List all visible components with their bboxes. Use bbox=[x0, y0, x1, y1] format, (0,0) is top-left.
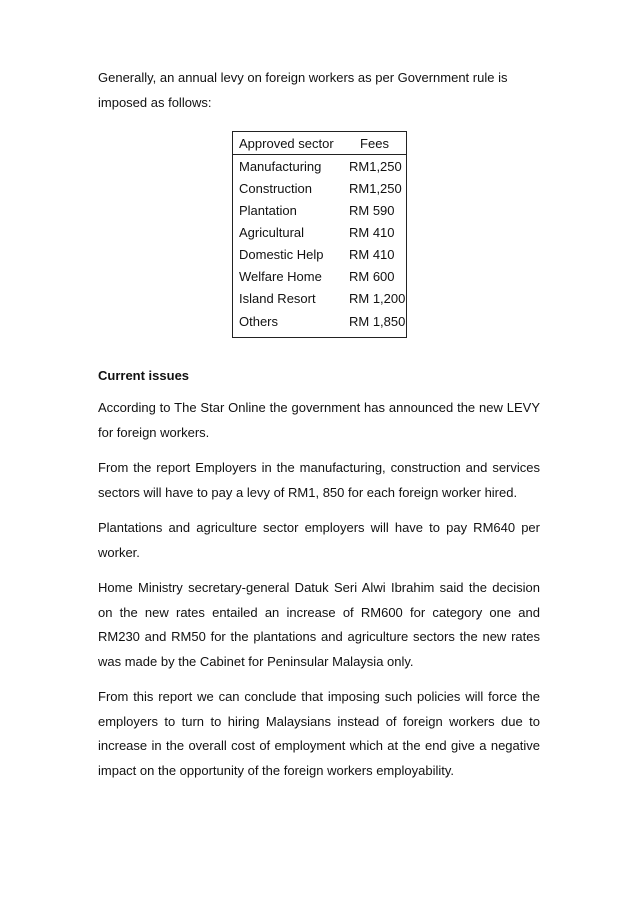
header-fees: Fees bbox=[343, 132, 407, 155]
table-row bbox=[233, 155, 407, 178]
sector-cell: Manufacturing bbox=[239, 158, 322, 174]
fee-cell: RM 410 bbox=[349, 246, 395, 262]
issue-paragraph-2: From the report Employers in the manufacturing, construction and services sectors will have to pay a levy of RM1, 850 for each foreign worker hired. bbox=[98, 460, 540, 500]
levy-table bbox=[232, 131, 407, 338]
sector-cell: Island Resort bbox=[239, 290, 316, 306]
table-row bbox=[233, 287, 407, 309]
issue-paragraph-4: Home Ministry secretary-general Datuk Seri Alwi Ibrahim said the decision on the new rates entailed an increase of RM600 for category one and RM230 and RM50 for the plantations and agriculture sectors the new rates was made by the Cabinet for Peninsular Malaysia only. bbox=[98, 580, 540, 669]
fee-cell: RM 1,200 bbox=[349, 290, 406, 306]
sector-cell: Others bbox=[239, 313, 279, 329]
fee-cell: RM 1,850 bbox=[349, 313, 406, 329]
current-issues-heading: Current issues bbox=[98, 368, 190, 383]
table-row bbox=[233, 265, 407, 287]
intro-line-2: imposed as follows: bbox=[98, 94, 212, 110]
header-approved-sector: Approved sector bbox=[233, 132, 344, 155]
issue-paragraph-3: Plantations and agriculture sector employers will have to pay RM640 per worker. bbox=[98, 520, 540, 560]
table-row bbox=[233, 177, 407, 199]
fee-cell: RM 600 bbox=[349, 268, 395, 284]
fee-cell: RM1,250 bbox=[349, 180, 402, 196]
table-row bbox=[233, 309, 407, 338]
intro-paragraph bbox=[98, 66, 540, 115]
table-row bbox=[233, 199, 407, 221]
sector-cell: Plantation bbox=[239, 202, 297, 218]
table-row bbox=[233, 221, 407, 243]
levy-table-header-row bbox=[233, 132, 407, 155]
sector-cell: Welfare Home bbox=[239, 268, 322, 284]
intro-line-1: Generally, an annual levy on foreign workers as per Government rule is bbox=[98, 70, 508, 85]
issue-paragraph-1: According to The Star Online the government has announced the new LEVY for foreign workers. bbox=[98, 400, 540, 440]
sector-cell: Construction bbox=[239, 180, 312, 196]
issue-paragraph-5: From this report we can conclude that imposing such policies will force the employers to turn to hiring Malaysians instead of foreign workers due to increase in the overall cost of employment which at the end give a negative impact on the opportunity of the foreign workers employability. bbox=[98, 689, 540, 778]
sector-cell: Domestic Help bbox=[239, 246, 324, 262]
current-issues-body bbox=[98, 396, 540, 793]
table-row bbox=[233, 243, 407, 265]
fee-cell: RM 590 bbox=[349, 202, 395, 218]
current-issues-section bbox=[98, 366, 540, 386]
fee-cell: RM 410 bbox=[349, 224, 395, 240]
fee-cell: RM1,250 bbox=[349, 158, 402, 174]
sector-cell: Agricultural bbox=[239, 224, 305, 240]
